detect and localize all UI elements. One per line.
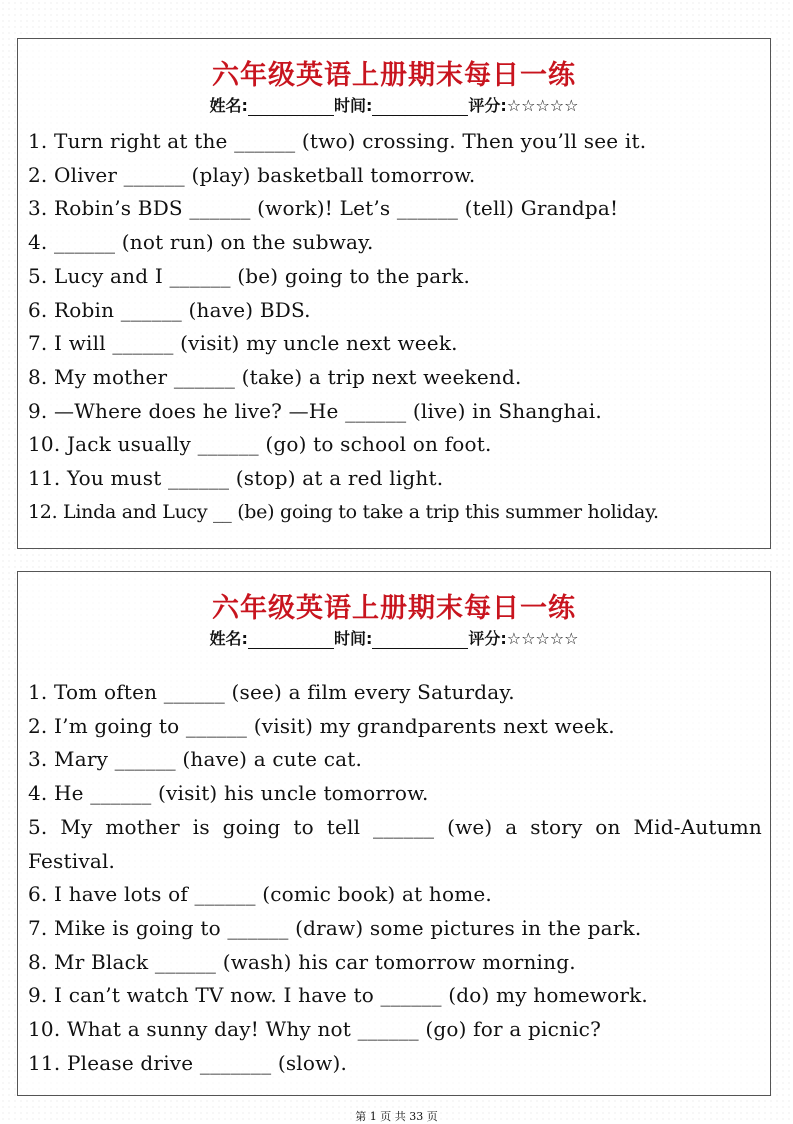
name-label: 姓名: xyxy=(209,96,248,115)
question-item: 10. What a sunny day! Why not ______ (go) for a picnic? xyxy=(28,1017,602,1042)
question-item: 6. I have lots of ______ (comic book) at home. xyxy=(28,882,492,907)
score-label: 评分: xyxy=(468,629,507,648)
student-info xyxy=(18,626,770,652)
star-rating-icon: ☆☆☆☆☆ xyxy=(506,96,579,115)
question-item: 5. My mother is going to tell ______ (we) a story on Mid-Autumn Festival. xyxy=(28,814,762,873)
score-label: 评分: xyxy=(468,96,507,115)
question-item: 9. —Where does he live? —He ______ (live) in Shanghai. xyxy=(28,398,602,423)
question-item: 11. You must ______ (stop) at a red light. xyxy=(28,466,444,491)
question-item: 2. I’m going to ______ (visit) my grandparents next week. xyxy=(28,713,615,738)
time-blank xyxy=(372,99,468,116)
worksheet-1 xyxy=(17,38,771,549)
question-item: 7. Mike is going to ______ (draw) some pictures in the park. xyxy=(28,915,642,940)
question-item: 10. Jack usually ______ (go) to school on foot. xyxy=(28,432,492,457)
question-item: 4. He ______ (visit) his uncle tomorrow. xyxy=(28,781,429,806)
name-label: 姓名: xyxy=(209,629,248,648)
question-item: 11. Please drive _______ (slow). xyxy=(28,1050,348,1075)
star-rating-icon: ☆☆☆☆☆ xyxy=(506,629,579,648)
question-item: 1. Tom often ______ (see) a film every Saturday. xyxy=(28,680,515,704)
question-item: 1. Turn right at the ______ (two) crossing. Then you’ll see it. xyxy=(28,129,647,153)
question-item: 4. ______ (not run) on the subway. xyxy=(28,230,374,255)
worksheet-title: 六年级英语上册期末每日一练 xyxy=(212,60,576,91)
worksheet-title: 六年级英语上册期末每日一练 xyxy=(212,593,576,624)
name-blank xyxy=(248,632,334,649)
question-item: 9. I can’t watch TV now. I have to ______ (do) my homework. xyxy=(28,983,648,1008)
page-number: 第 1 页 共 33 页 xyxy=(355,1110,438,1123)
question-item: 5. Lucy and I ______ (be) going to the park. xyxy=(28,263,471,288)
name-blank xyxy=(248,99,334,116)
question-item: 8. My mother ______ (take) a trip next weekend. xyxy=(28,364,522,389)
question-item: 7. I will ______ (visit) my uncle next week. xyxy=(28,331,458,356)
question-item: 2. Oliver ______ (play) basketball tomorrow. xyxy=(28,162,476,187)
time-label: 时间: xyxy=(333,96,373,115)
question-item: 3. Mary ______ (have) a cute cat. xyxy=(28,747,363,772)
worksheet-2 xyxy=(17,571,771,1096)
question-item: 6. Robin ______ (have) BDS. xyxy=(28,297,311,322)
time-label: 时间: xyxy=(333,629,373,648)
question-item: 12. Linda and Lucy __ (be) going to take a trip this summer holiday. xyxy=(28,500,659,523)
question-item: 3. Robin’s BDS ______ (work)! Let’s ______ (tell) Grandpa! xyxy=(28,196,619,221)
student-info xyxy=(18,93,770,119)
time-blank xyxy=(372,632,468,649)
question-item: 8. Mr Black ______ (wash) his car tomorrow morning. xyxy=(28,949,576,974)
